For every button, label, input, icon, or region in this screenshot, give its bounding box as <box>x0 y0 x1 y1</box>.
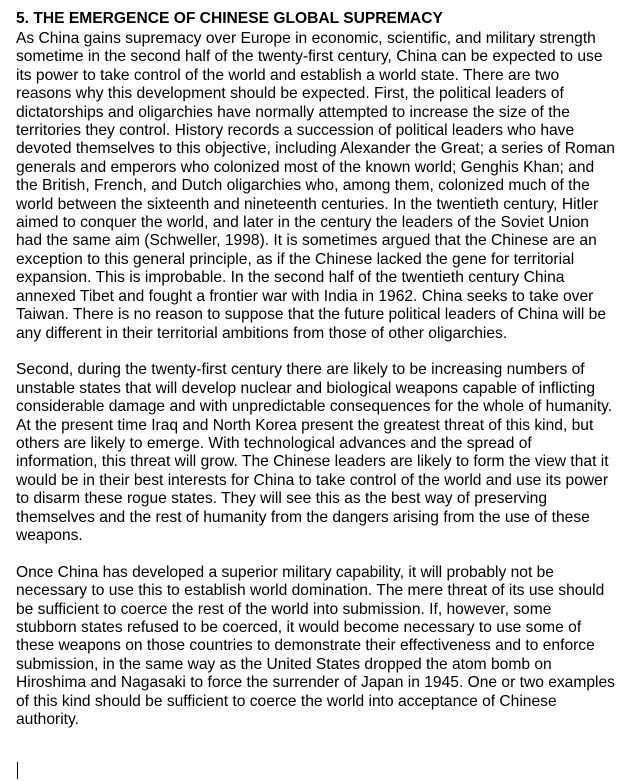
document-body[interactable] <box>16 10 616 729</box>
paragraph-1: As China gains supremacy over Europe in economic, scientific, and military strength sometime in the second half of the twenty-first century, China can be expected to use its power to take control of the world and establish a world state. There are two reasons why this development should be expected. First, the political leaders of dictatorships and oligarchies have normally attempted to increase the size of the territories they control. History records a succession of political leaders who have devoted themselves to this objective, including Alexander the Great; a series of Roman generals and emperors who colonized most of the known world; Genghis Khan; and the British, French, and Dutch oligarchies who, among them, colonized much of the world between the sixteenth and nineteenth centuries. In the twentieth century, Hitler aimed to conquer the world, and later in the century the leaders of the Soviet Union had the same aim (Schweller, 1998). It is sometimes argued that the Chinese are an exception to this general principle, as if the Chinese lacked the gene for territorial expansion. This is improbable. In the second half of the twentieth century China annexed Tibet and fought a frontier war with India in 1962. China seeks to take over Taiwan. There is no reason to suppose that the future political leaders of China will be any different in their territorial ambitions from those of other oligarchies. <box>16 30 615 342</box>
section-heading: 5. THE EMERGENCE OF CHINESE GLOBAL SUPREMACY <box>16 10 443 27</box>
paragraph-2: Second, during the twenty-first century there are likely to be increasing numbers of unstable states that will develop nuclear and biological weapons capable of inflicting considerable damage and with unpredictable consequences for the whole of humanity. At the present time Iraq and North Korea present the greatest threat of this kind, but others are likely to emerge. With technological advances and the spread of information, this threat will grow. The Chinese leaders are likely to form the view that it would be in their best interests for China to take control of the world and use its power to disarm these rogue states. They will see this as the best way of preserving themselves and the rest of humanity from the dangers arising from the use of these weapons. <box>16 361 613 544</box>
text-cursor <box>17 762 18 779</box>
paragraph-3: Once China has developed a superior military capability, it will probably not be necessary to use this to establish world domination. The mere threat of its use should be sufficient to coerce the rest of the world into submission. If, however, some stubborn states refused to be coerced, it would become necessary to use some of these weapons on those countries to demonstrate their effectiveness and to enforce submission, in the same way as the United States dropped the atom bomb on Hiroshima and Nagasaki to force the surrender of Japan in 1945. One or two examples of this kind should be sufficient to coerce the world into acceptance of Chinese authority. <box>16 563 615 728</box>
